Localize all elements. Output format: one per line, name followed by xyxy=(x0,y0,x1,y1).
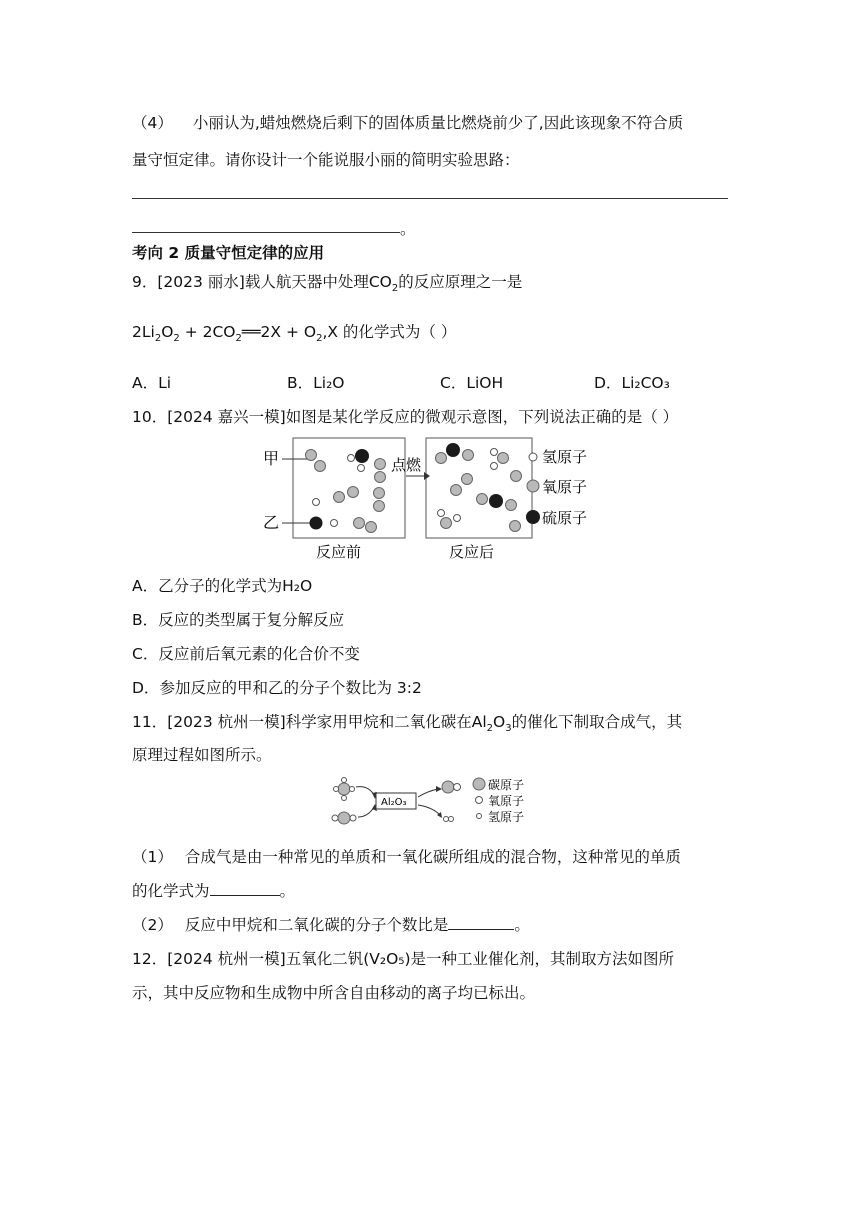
q8-part4-line2: 量守恒定律。请你设计一个能说服小丽的简明实验思路： xyxy=(132,151,520,169)
hydrogen-atom xyxy=(491,449,498,456)
q12-source: [2024 杭州一模] xyxy=(167,950,286,968)
q11-process-diagram xyxy=(328,773,538,828)
after-label: 反应后 xyxy=(449,543,495,561)
q10-option-b[interactable] xyxy=(132,608,344,630)
q9-stem-b: 的反应原理之一是 xyxy=(398,273,523,291)
al2o3-formula: $Al_2O_3$ xyxy=(471,713,512,735)
q11-part1-text: 合成气是由一种常见的单质和一氧化碳所组成的混合物，这种常见的单质 xyxy=(184,848,681,866)
oxygen-atom xyxy=(332,815,338,821)
q11-stem-b: 的催化下制取合成气，其 xyxy=(511,713,683,731)
q11-part1-end: 。 xyxy=(279,882,296,900)
hydrogen-atom xyxy=(334,787,339,792)
oxygen-atom xyxy=(441,518,452,529)
carbon-atom xyxy=(442,781,454,793)
answer-blank-line-2[interactable] xyxy=(132,232,400,233)
hydrogen-atom xyxy=(449,817,454,822)
v2o5-formula: (V₂O₅) xyxy=(363,950,411,968)
catalyst-label: Al₂O₃ xyxy=(381,797,407,808)
q10-option-d[interactable] xyxy=(132,676,422,698)
option-label: D． xyxy=(594,374,622,392)
answer-blank-q11-1[interactable] xyxy=(210,879,280,896)
q9-number: 9． xyxy=(132,273,158,291)
legend-carbon: 碳原子 xyxy=(488,778,525,792)
q11-part1-line1 xyxy=(132,845,681,867)
oxygen-atom xyxy=(334,492,345,503)
option-text: LiOH xyxy=(466,374,504,392)
oxygen-atom xyxy=(477,494,488,505)
q11-number: 11． xyxy=(132,713,168,731)
option-text: Li₂O xyxy=(313,374,345,392)
oxygen-atom xyxy=(348,487,359,498)
before-label: 反应前 xyxy=(316,543,362,561)
oxygen-atom xyxy=(374,501,385,512)
q11-stem-line2: 原理过程如图所示。 xyxy=(132,746,272,764)
hydrogen-legend-icon xyxy=(477,814,482,819)
answer-blank-q11-2[interactable] xyxy=(448,913,514,930)
option-text: Li₂CO₃ xyxy=(621,374,670,392)
hydrogen-atom xyxy=(438,510,445,517)
legend-oxygen: 氧原子 xyxy=(488,794,525,808)
q9-co2-formula: $CO_2$ xyxy=(368,273,399,295)
oxygen-atom xyxy=(350,815,356,821)
oxygen-atom xyxy=(498,453,509,464)
q11-source: [2023 杭州一模] xyxy=(167,713,286,731)
oxygen-atom xyxy=(510,521,521,532)
hydrogen-atom xyxy=(358,465,365,472)
q11-stem xyxy=(132,710,682,734)
q10-option-a[interactable] xyxy=(132,574,312,596)
q9-option-c[interactable] xyxy=(440,371,503,393)
oxygen-atom xyxy=(454,784,461,791)
legend-oxygen: 氧原子 xyxy=(542,478,588,496)
q8-part4-number: （4） xyxy=(132,114,173,132)
q11-part1-line2-text: 的化学式为 xyxy=(132,882,210,900)
hydrogen-atom xyxy=(454,515,461,522)
sulfur-atom xyxy=(310,517,323,530)
legend-hydrogen: 氢原子 xyxy=(542,448,588,466)
oxygen-atom xyxy=(451,485,462,496)
q12-stem-line2: 示，其中反应物和生成物中所含自由移动的离子均已标出。 xyxy=(132,984,536,1002)
sulfur-atom xyxy=(446,443,460,457)
hydrogen-atom xyxy=(348,455,355,462)
label-yi: 乙 xyxy=(263,513,280,532)
hydrogen-atom xyxy=(350,787,355,792)
oxygen-atom xyxy=(366,522,377,533)
option-label: A． xyxy=(132,374,159,392)
eq-part-d: ,X 的化学式为（ ） xyxy=(322,323,457,341)
oxygen-atom xyxy=(511,471,522,482)
q9-equation: $2Li_2O_2$ + $2CO_2══2X + O_2,X$ 的化学式为（ ） xyxy=(132,323,457,345)
oxygen-atom xyxy=(436,453,447,464)
oxygen-atom xyxy=(374,488,385,499)
hydrogen-atom xyxy=(342,778,347,783)
hydrogen-legend-icon xyxy=(529,453,537,461)
option-text: 反应的类型属于复分解反应 xyxy=(158,611,345,629)
q11-part2-number: （2） xyxy=(132,916,173,934)
carbon-legend-icon xyxy=(473,778,485,790)
eq-part-c: ══2X + O xyxy=(241,323,317,341)
section-heading: 考向 2 质量守恒定律的应用 xyxy=(132,244,325,262)
oxygen-atom xyxy=(354,518,365,529)
sulfur-atom xyxy=(355,449,369,463)
q12-stem-b: 是一种工业催化剂，其制取方法如图所 xyxy=(410,950,675,968)
q11-part2-end: 。 xyxy=(514,916,530,934)
q11-part2 xyxy=(132,913,530,935)
q10-number: 10． xyxy=(132,408,168,426)
hydrogen-atom xyxy=(331,520,338,527)
q10-option-c[interactable] xyxy=(132,642,360,664)
q9-option-b[interactable] xyxy=(287,371,345,393)
hydrogen-atom xyxy=(342,796,347,801)
q9-stem xyxy=(132,270,522,294)
option-label: A． xyxy=(132,577,159,595)
q11-part1-line2 xyxy=(132,879,295,901)
eq-part-a: 2Li xyxy=(132,323,155,341)
sulfur-atom xyxy=(489,494,503,508)
q8-part4-text-line1: 小丽认为,蜡烛燃烧后剩下的固体质量比燃烧前少了,因此该现象不符合质 xyxy=(192,114,684,132)
q9-option-a[interactable] xyxy=(132,371,171,393)
option-text: 乙分子的化学式为H₂O xyxy=(158,577,313,595)
option-label: C． xyxy=(440,374,467,392)
q11-stem-a: 科学家用甲烷和二氧化碳在 xyxy=(285,713,472,731)
carbon-atom xyxy=(338,812,350,824)
q10-source: [2024 嘉兴一模] xyxy=(167,408,286,426)
answer-blank-line-1[interactable] xyxy=(132,198,728,199)
oxygen-atom xyxy=(375,459,386,470)
option-label: B． xyxy=(132,611,159,629)
legend-hydrogen: 氢原子 xyxy=(488,810,525,824)
q10-stem-text: 如图是某化学反应的微观示意图，下列说法正确的是（ ） xyxy=(285,408,679,426)
q8-part4-line1 xyxy=(132,111,683,133)
q12-stem xyxy=(132,947,674,969)
label-jia: 甲 xyxy=(263,449,280,468)
q8-part4-end-mark: 。 xyxy=(400,220,416,238)
hydrogen-atom xyxy=(313,499,320,506)
q9-source: [2023 丽水] xyxy=(157,273,245,291)
eq-part-b: + 2CO xyxy=(179,323,236,341)
option-text: 反应前后氧元素的化合价不变 xyxy=(158,645,360,663)
option-text: Li xyxy=(158,374,172,392)
oxygen-atom xyxy=(463,450,474,461)
oxygen-legend-icon xyxy=(527,480,539,492)
q10-stem xyxy=(132,405,678,427)
legend-sulfur: 硫原子 xyxy=(542,509,588,527)
q9-stem-a: 载人航天器中处理 xyxy=(244,273,369,291)
sulfur-legend-icon xyxy=(526,510,540,524)
arrow-label: 点燃 xyxy=(391,456,422,474)
q12-stem-a: 五氧化二钒 xyxy=(285,950,364,968)
hydrogen-atom xyxy=(444,817,449,822)
oxygen-atom xyxy=(506,500,517,511)
option-text: 参加反应的甲和乙的分子个数比为 3:2 xyxy=(159,679,422,697)
oxygen-atom xyxy=(462,474,473,485)
q11-part1-number: （1） xyxy=(132,848,173,866)
oxygen-atom xyxy=(375,472,386,483)
q10-micro-diagram xyxy=(258,434,608,564)
option-label: B． xyxy=(287,374,314,392)
carbon-atom xyxy=(338,783,350,795)
oxygen-atom xyxy=(315,461,326,472)
oxygen-atom xyxy=(306,450,317,461)
oxygen-legend-icon xyxy=(476,797,483,804)
q9-option-d[interactable] xyxy=(594,371,670,393)
option-label: D． xyxy=(132,679,160,697)
option-label: C． xyxy=(132,645,159,663)
hydrogen-atom xyxy=(491,463,498,470)
q11-part2-text: 反应中甲烷和二氧化碳的分子个数比是 xyxy=(184,916,449,934)
q12-number: 12． xyxy=(132,950,168,968)
